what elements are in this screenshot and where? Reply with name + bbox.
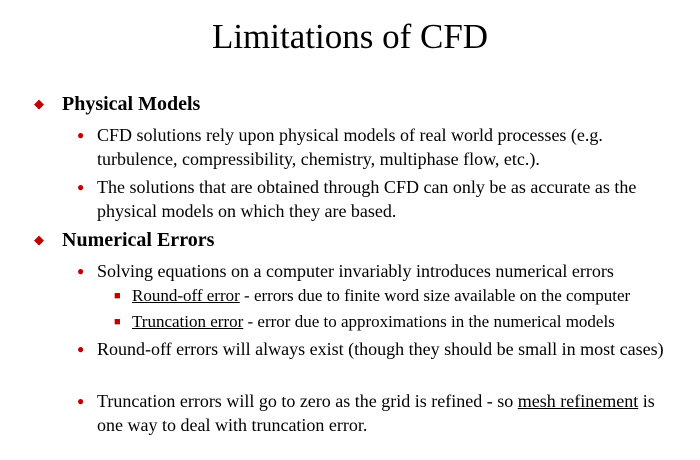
term-truncation-error: Truncation error <box>132 312 244 331</box>
list-item <box>77 389 677 437</box>
dot-bullet-icon: ● <box>77 394 85 408</box>
list-item <box>77 259 677 283</box>
list-item-text: CFD solutions rely upon physical models of real world processes (e.g. turbulence, compressibility, chemistry, multiphase flow, etc.). <box>97 125 603 169</box>
sub-list-item <box>114 311 692 333</box>
term-round-off-error: Round-off error <box>132 286 240 305</box>
sub-list-item-text: - errors due to finite word size available on the computer <box>239 286 631 305</box>
section-heading-numerical-errors <box>34 228 215 252</box>
list-item-text: Round-off errors will always exist (though they should be small in most cases) <box>97 339 664 359</box>
dot-bullet-icon: ● <box>77 264 85 278</box>
section-heading-physical-models <box>34 92 201 116</box>
diamond-bullet-icon: ◆ <box>34 96 44 111</box>
dot-bullet-icon: ● <box>77 342 85 356</box>
list-item-text-post: is one way to deal with truncation error. <box>97 391 655 435</box>
slide-title: Limitations of CFD <box>211 17 489 56</box>
list-item-text: The solutions that are obtained through CFD can only be as accurate as the physical models on which they are based. <box>97 177 637 221</box>
list-item <box>77 337 677 361</box>
square-bullet-icon: ■ <box>114 290 121 302</box>
sub-list-item-text: - error due to approximations in the numerical models <box>243 312 615 331</box>
square-bullet-icon: ■ <box>114 316 121 328</box>
section-heading-label: Numerical Errors <box>62 229 215 251</box>
dot-bullet-icon: ● <box>77 180 85 194</box>
list-item-text: Solving equations on a computer invariably introduces numerical errors <box>97 261 614 281</box>
list-item-text-pre: Truncation errors will go to zero as the grid is refined - so <box>97 391 518 411</box>
section-heading-label: Physical Models <box>62 93 201 115</box>
list-item <box>77 123 677 171</box>
dot-bullet-icon: ● <box>77 128 85 142</box>
sub-list-item <box>114 285 692 307</box>
list-item <box>77 175 677 223</box>
diamond-bullet-icon: ◆ <box>34 232 44 247</box>
term-mesh-refinement: mesh refinement <box>517 391 639 411</box>
